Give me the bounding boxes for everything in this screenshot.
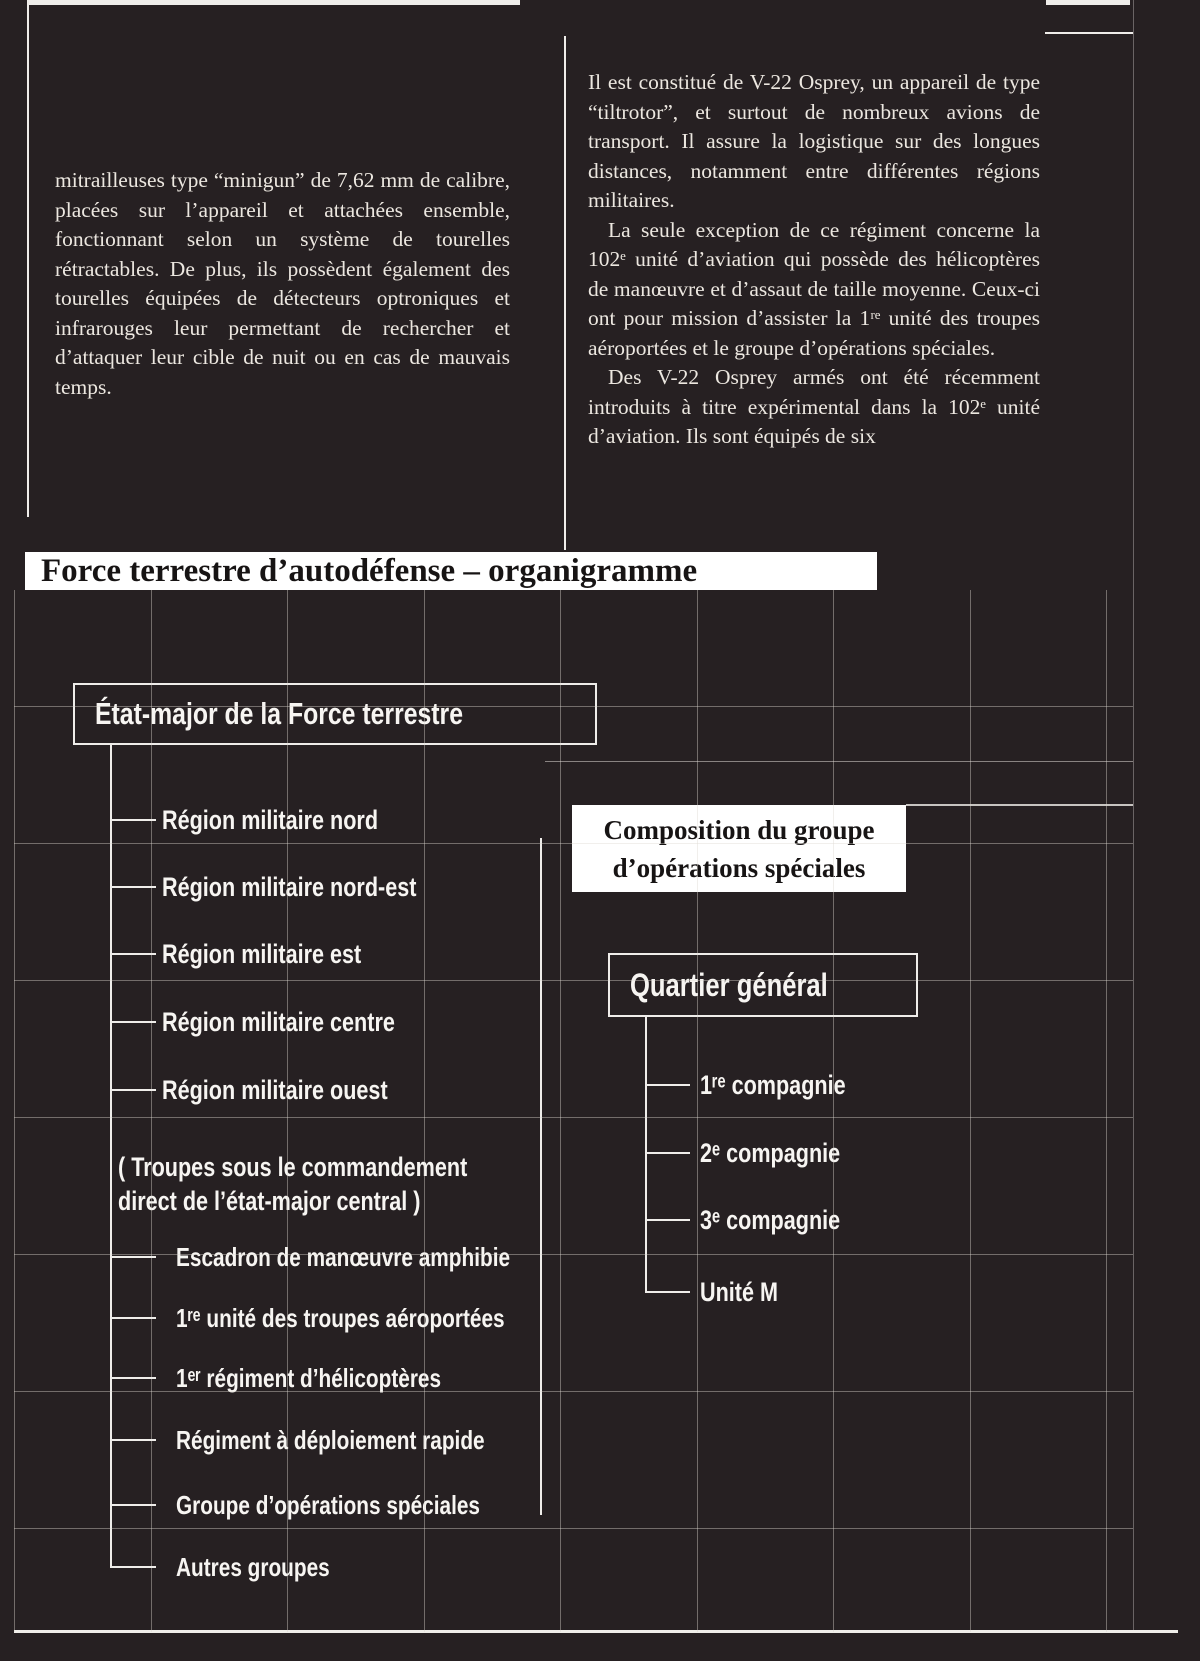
unit-escadron-amphibie: Escadron de manœuvre amphibie <box>176 1242 511 1272</box>
compagnie-3: 3ᵉ compagnie <box>700 1205 841 1235</box>
left-tree-trunk <box>110 745 112 1568</box>
grid-line-horizontal <box>14 1254 1133 1255</box>
section-vertical-line <box>540 838 542 1515</box>
article-left-column <box>55 166 510 402</box>
left-tree-tick <box>110 1377 156 1379</box>
page-right-edge-line <box>1133 0 1134 1632</box>
left-column-paragraph: mitrailleuses type “minigun” de 7,62 mm de calibre, placées sur l’appareil et attachées ensemble, fonctionnant selon un système de tourelles rétractables. De plus, ils possèdent également des tourelles équipées de détecteurs optroniques et infrarouges leur permettant de rechercher et d’attaquer leur cible de nuit ou en cas de mauvais temps. <box>55 168 510 399</box>
grid-line-horizontal <box>14 1528 1133 1529</box>
organigramme-title-banner: Force terrestre d’autodéfense – organigramme <box>25 552 877 590</box>
unite-m: Unité M <box>700 1277 778 1307</box>
central-command-note <box>118 1150 467 1218</box>
right-tree-trunk <box>645 1017 647 1293</box>
unit-deploiement-rapide: Régiment à déploiement rapide <box>176 1425 485 1455</box>
unit-regiment-helicopteres: 1ᵉʳ régiment d’hélicoptères <box>176 1363 442 1393</box>
compagnie-2: 2ᵉ compagnie <box>700 1138 841 1168</box>
region-centre: Région militaire centre <box>162 1007 395 1037</box>
unit-autres-groupes: Autres groupes <box>176 1552 330 1582</box>
right-column-paragraph-3: Des V-22 Osprey armés ont été récemment introduits à titre expérimental dans la 102ᵉ unité d’aviation. Ils sont équipés de six <box>588 365 1040 448</box>
grid-line-horizontal <box>14 1391 1133 1392</box>
top-right-corner-line <box>1045 32 1133 34</box>
grid-line-vertical <box>424 590 425 1632</box>
etat-major-label: État-major de la Force terrestre <box>95 696 464 731</box>
grid-line-horizontal <box>14 706 1133 707</box>
grid-line-vertical <box>970 590 971 1632</box>
left-tree-tick <box>110 1566 156 1568</box>
page-top-edge-left <box>28 0 520 5</box>
quartier-general-label: Quartier général <box>630 967 828 1003</box>
left-tree-tick <box>110 886 156 888</box>
right-column-paragraph-1: Il est constitué de V-22 Osprey, un appareil de type “tiltrotor”, et surtout de nombreux avions de transport. Il assure la logistique sur des longues distances, notamment entre différentes régions militaires. <box>588 70 1040 212</box>
composition-heading-line2: d’opérations spéciales <box>612 853 866 883</box>
composition-heading-line1: Composition du groupe <box>603 815 875 845</box>
composition-heading-box <box>572 805 906 892</box>
grid-line-vertical <box>151 590 152 1632</box>
compagnie-1: 1ʳᵉ compagnie <box>700 1070 846 1100</box>
left-tree-tick <box>110 1439 156 1441</box>
unit-troupes-aeroportees: 1ʳᵉ unité des troupes aéroportées <box>176 1303 505 1333</box>
grid-line-horizontal <box>14 980 1133 981</box>
right-margin-line-a <box>545 761 1133 762</box>
grid-line-vertical <box>833 590 834 1632</box>
page-left-frame-line <box>27 0 29 517</box>
quartier-general-box <box>608 953 918 1017</box>
central-command-note-line1: ( Troupes sous le commandement <box>118 1152 468 1182</box>
grid-line-horizontal <box>14 1117 1133 1118</box>
left-tree-tick <box>110 953 156 955</box>
right-tree-tick <box>645 1152 690 1154</box>
right-column-paragraph-2: La seule exception de ce régiment concerne la 102ᵉ unité d’aviation qui possède des hélicoptères de manœuvre et d’assaut de taille moyenne. Ceux-ci ont pour mission d’assister la 1ʳᵉ unité des troupes aéroportées et le groupe d’opérations spéciales. <box>588 217 1040 360</box>
region-est: Région militaire est <box>162 939 362 969</box>
right-tree-tick <box>645 1084 690 1086</box>
left-tree-tick <box>110 1089 156 1091</box>
region-ouest: Région militaire ouest <box>162 1075 388 1105</box>
right-tree-tick <box>645 1291 690 1293</box>
page-top-edge-right <box>1046 0 1130 5</box>
central-command-note-line2: direct de l’état-major central ) <box>118 1186 421 1216</box>
left-tree-tick <box>110 1317 156 1319</box>
article-right-column <box>588 68 1040 452</box>
left-tree-tick <box>110 1021 156 1023</box>
region-nord: Région militaire nord <box>162 805 379 835</box>
region-nord-est: Région militaire nord-est <box>162 872 417 902</box>
right-margin-line-b <box>906 804 1133 806</box>
right-tree-tick <box>645 1219 690 1221</box>
grid-line-vertical <box>287 590 288 1632</box>
grid-line-vertical <box>1106 590 1107 1632</box>
grid-line-vertical <box>14 590 15 1632</box>
grid-line-vertical <box>560 590 561 1632</box>
left-tree-tick <box>110 1504 156 1506</box>
left-tree-tick <box>110 819 156 821</box>
grid-line-vertical <box>697 590 698 1632</box>
unit-operations-speciales: Groupe d’opérations spéciales <box>176 1490 480 1520</box>
column-divider-line <box>564 36 566 550</box>
chart-bottom-line <box>14 1630 1178 1633</box>
grid-line-horizontal <box>14 843 1133 844</box>
left-tree-tick <box>110 1256 156 1258</box>
